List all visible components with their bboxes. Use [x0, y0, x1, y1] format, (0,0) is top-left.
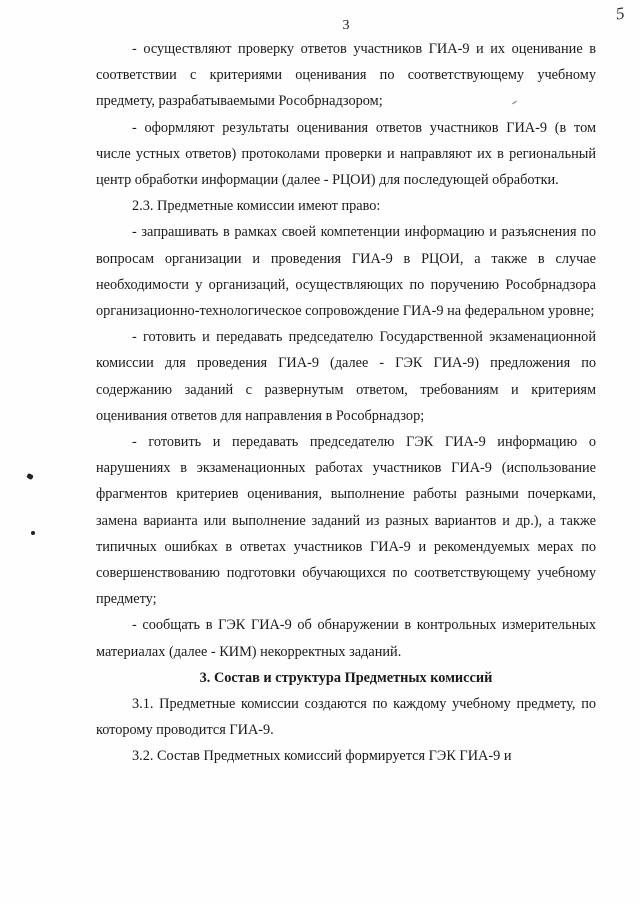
paragraph: 2.3. Предметные комиссии имеют право:: [132, 198, 381, 215]
paragraph: 3.1. Предметные комиссии создаются по каждому учебному предмету, по которому проводится ГИА-9.: [96, 696, 596, 739]
paragraph: 3.2. Состав Предметных комиссий формируется ГЭК ГИА-9 и: [132, 748, 512, 765]
paragraph: - оформляют результаты оценивания ответов участников ГИА-9 (в том числе устных ответов) протоколами проверки и направляют их в региональный центр обработки информации (далее - РЦОИ) для последующей обработки.: [96, 119, 596, 189]
scan-speck: [31, 531, 35, 535]
paragraph: - готовить и передавать председателю ГЭК ГИА-9 информацию о нарушениях в экзаменационных работах участников ГИА-9 (использование фрагментов критериев оценивания, выполнение работы разными почерками, замена варианта или выполнение заданий из разных вариантов и др.), а также типичных ошибках в ответах участников ГИА-9 и рекомендуемых мерах по совершенствованию подготовки обучающихся по соответствующему учебному предмету;: [96, 434, 596, 608]
paragraph: - готовить и передавать председателю Государственной экзаменационной комиссии для проведения ГИА-9 (далее - ГЭК ГИА-9) предложения по содержанию заданий с развернутым ответом, требованиям и критериям оценивания ответов для направления в Рособрнадзор;: [96, 329, 596, 424]
paragraph: - сообщать в ГЭК ГИА-9 об обнаружении в контрольных измерительных материалах (далее - КИМ) некорректных заданий.: [96, 617, 596, 660]
section-heading: 3. Состав и структура Предметных комиссий: [199, 669, 493, 686]
paragraph: - осуществляют проверку ответов участников ГИА-9 и их оценивание в соответствии с критериями оценивания по соответствующему учебному предмету, разрабатываемыми Рособрнадзором;: [96, 41, 596, 110]
scan-speck: [26, 473, 34, 480]
handwritten-page-number: 5: [614, 3, 626, 24]
document-body: [96, 36, 596, 770]
paragraph: - запрашивать в рамках своей компетенции информацию и разъяснения по вопросам организации и проведения ГИА-9 в РЦОИ, а также в случае необходимости у организаций, осуществляющих по поручению Рособрнадзора организационно-технологическое сопровождение ГИА-9 на федеральном уровне;: [96, 224, 596, 320]
page-number: 3: [342, 18, 350, 33]
